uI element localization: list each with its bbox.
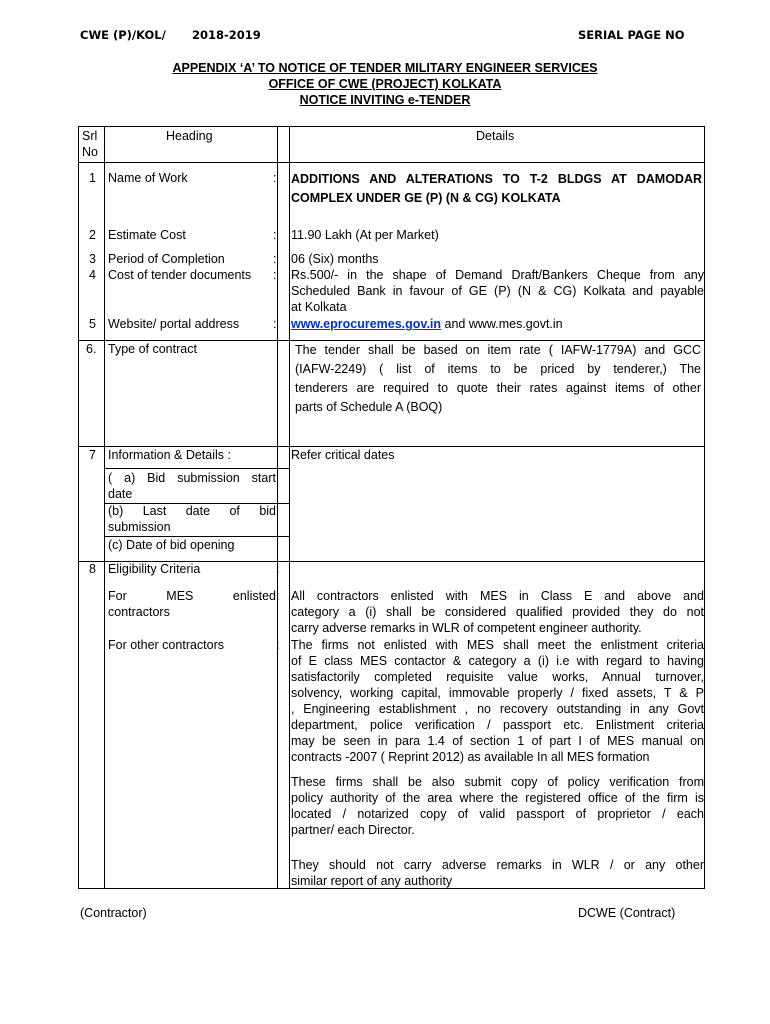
row-8-heading: Eligibility Criteria [108,562,201,576]
row-7-details: Refer critical dates [291,448,395,462]
row-4-srl: 4 [89,268,96,282]
row-4-colon: : [273,268,277,282]
row-5-srl: 5 [89,317,96,331]
row-7-heading: Information & Details : [108,448,231,462]
row-7-srl: 7 [89,448,96,462]
row-5-colon: : [273,317,277,331]
row-2-srl: 2 [89,228,96,242]
file-reference: CWE (P)/KOL/ [80,28,166,42]
mes-colon: : [276,589,280,603]
serial-page-no: SERIAL PAGE NO [578,28,685,42]
row-2-heading: Estimate Cost [108,228,186,242]
mes-contractors-details: All contractors enlisted with MES in Class E and above and category a (i) shall be considered qualified provided they do not carry adverse remarks in WLR of competent engineer authority. [291,589,704,635]
row-2-details: 11.90 Lakh (At per Market) [291,228,439,242]
financial-year: 2018-2019 [192,28,261,42]
bid-start-date-label: ( a) Bid submission start date [108,471,276,501]
row-6-srl: 6. [86,342,97,356]
row-8-colon: : [276,562,280,576]
srl-heading: Srl [82,129,98,143]
row-5-heading: Website/ portal address [108,317,240,331]
row-6-details: The tender shall be based on item rate ( IAFW-1779A) and GCC (IAFW-2249) ( list of items to be priced by tenderer,) The tenderers are required to quote their rates against items of other parts of Schedule A (BOQ) [295,343,701,414]
other-contractors-details-3: They should not carry adverse remarks in WLR / or any other similar report of any authority [291,858,704,888]
row-4-heading: Cost of tender documents [108,268,252,282]
bid-last-date-label: (b) Last date of bid submission [108,504,276,534]
row-5-details: www.eprocuremes.gov.in and www.mes.govt.in [291,317,563,331]
notice-title: NOTICE INVITING e-TENDER [299,93,471,107]
row-3-srl: 3 [89,252,96,266]
other-colon: : [276,638,280,652]
row-1-colon: : [273,171,277,185]
row-3-colon: : [273,252,277,266]
row-1-details: ADDITIONS AND ALTERATIONS TO T-2 BLDGS AT DAMODAR COMPLEX UNDER GE (P) (N & CG) KOLKATA [291,172,702,205]
row-1-heading: Name of Work [108,171,188,185]
row-4-details: Rs.500/- in the shape of Demand Draft/Bankers Cheque from any Scheduled Bank in favour of GE (P) (N & CG) Kolkata and payable at Kolkata [291,268,704,314]
eprocure-link[interactable]: www.eprocuremes.gov.in [291,317,442,331]
mes-contractors-label: For MES enlisted contractors [108,589,276,619]
bid-opening-date-label: (c) Date of bid opening [108,538,235,552]
row-8-srl: 8 [89,562,96,576]
dcwe-signature-label: DCWE (Contract) [578,906,676,920]
row-1-srl: 1 [89,171,96,185]
appendix-title: APPENDIX ‘A’ TO NOTICE OF TENDER MILITARY ENGINEER SERVICES [172,61,598,75]
office-title: OFFICE OF CWE (PROJECT) KOLKATA [268,77,502,91]
row-2-colon: : [273,228,277,242]
other-contractors-details-1: The firms not enlisted with MES shall meet the enlistment criteria of E class MES contactor & category a (i) i.e with regard to having satisfactorily completed requisite value works, Annual turnover, solvency, working capital, immovable properly / fixed assets, T & P , Engineering establishment , no recovery outstanding in any Govt department, police verification / passport etc. Enlistment criteria may be seen in para 1.4 of section 1 of part I of MES manual on contracts -2007 ( Reprint 2012) as available In all MES formation [291,638,704,764]
row-3-details: 06 (Six) months [291,252,379,266]
other-contractors-details-2: These firms shall be also submit copy of policy verification from policy authority of the area where the registered office of the firm is located / notarized copy of valid passport of proprietor / each partner/ each Director. [291,775,704,837]
no-heading: No [82,145,98,159]
row-3-heading: Period of Completion [108,252,225,266]
heading-column-title: Heading [166,129,213,143]
details-column-title: Details [476,129,515,143]
other-contractors-label: For other contractors [108,638,225,652]
contractor-signature-label: (Contractor) [80,906,147,920]
row-6-heading: Type of contract [108,342,197,356]
